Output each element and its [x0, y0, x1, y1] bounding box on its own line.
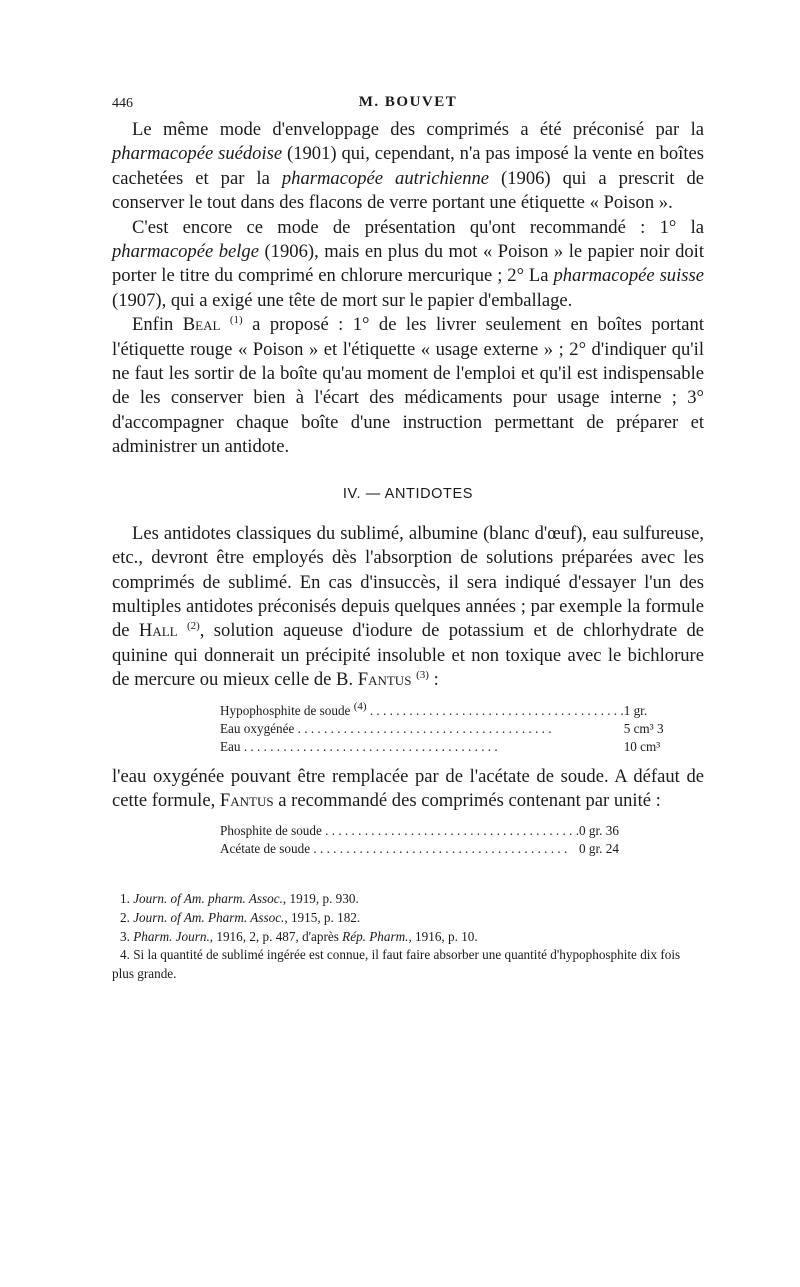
text: , 1916, p. 10.: [408, 928, 478, 944]
author-name: Fantus: [357, 669, 412, 691]
author-name: Hall: [138, 620, 178, 642]
formula-row: [220, 822, 619, 840]
footnote-4: [112, 946, 704, 983]
formula-row: [220, 720, 664, 738]
formula-table-2: [220, 822, 619, 858]
author-name: Fantus: [219, 789, 274, 811]
footnote-number: 1.: [120, 891, 134, 907]
italic-text: pharmacopée suédoise: [112, 143, 283, 165]
paragraph-5: [112, 765, 704, 814]
text: , 1919, p. 930.: [282, 891, 359, 907]
leader-dots: [310, 841, 567, 856]
author-name: Beal: [182, 314, 221, 336]
text: :: [428, 669, 439, 691]
text: (1907), qui a exigé une tête de mort sur le papier d'emballage.: [112, 289, 573, 311]
footnote-number: 2.: [120, 909, 134, 925]
page-header: [112, 92, 704, 118]
text: Le même mode d'enveloppage des comprimés a été préconisé par la: [132, 119, 704, 140]
italic-text: pharmacopée belge: [112, 241, 259, 263]
ingredient-name: Hypophosphite de soude: [220, 702, 351, 718]
ingredient-quantity: 5 cm³ 3: [623, 720, 664, 736]
text: a proposé : 1° de les livrer seulement en boîtes portant l'étiquette rouge « Poison » et l'étiquette « usage externe » ; 2° d'indiquer qu'il ne faut les sortir de la boîte qu'au moment de l'emploi et qu'il est indispensable de les conserver bien à l'écart des médicaments pour usage interne ; 3° d'accompagner chaque boîte d'une instruction permettant de préparer et administrer un antidote.: [112, 314, 704, 458]
paragraph-2: [112, 216, 704, 314]
footnote-2: [112, 909, 704, 928]
ingredient-quantity: 10 cm³: [623, 738, 661, 754]
formula-row: [220, 702, 664, 720]
text: C'est encore ce mode de présentation qu'ont recommandé : 1° la: [132, 216, 704, 238]
leader-dots: [294, 721, 551, 736]
section-heading: IV. — ANTIDOTES: [342, 485, 474, 502]
paragraph-1: [112, 118, 704, 216]
footnote-1: [112, 890, 704, 909]
formula-row: [220, 840, 619, 858]
footnote-ref: (3): [416, 668, 429, 681]
paragraph-4: [112, 522, 704, 693]
text: (1906) qui a prescrit de conserver le tout dans des flacons de verre portant une étiquette « Poison ».: [112, 167, 704, 214]
italic-text: pharmacopée autrichienne: [281, 167, 490, 189]
journal-title: Rép. Pharm.: [342, 928, 409, 944]
footnote-ref: (1): [229, 314, 243, 327]
ingredient-name: Phosphite de soude: [220, 823, 322, 839]
ingredient-name: Eau oxygénée: [220, 720, 295, 736]
footnote-number: 4.: [120, 947, 134, 963]
text: (1901) qui, cependant, n'a pas imposé la vente en boîtes cachetées et par la: [112, 143, 704, 189]
paragraph-3: [112, 313, 704, 459]
text: Enfin: [132, 314, 183, 336]
footnote-ref: (2): [186, 620, 200, 633]
text: a recommandé des comprimés contenant par unité :: [273, 789, 661, 811]
footnote-ref: (4): [353, 701, 367, 713]
ingredient-quantity: 0 gr. 24: [579, 841, 619, 857]
text: , 1915, p. 182.: [284, 909, 361, 925]
journal-title: Journ. of Am. pharm. Assoc.: [133, 891, 283, 907]
leader-dots: [241, 739, 498, 754]
journal-title: Journ. of Am. Pharm. Assoc.: [133, 909, 285, 925]
text: , solution aqueuse d'iodure de potassium et de chlorhydrate de quinine qui donnerait un précipité insoluble et non toxique avec le bichlorure de mercure ou mieux celle de B.: [112, 620, 704, 691]
text: Les antidotes classiques du sublimé, albumine (blanc d'œuf), eau sulfureuse, etc., devront être employés dès l'absorption de solutions préparées avec les comprimés de sublimé. En cas d'insuccès, il sera indiqué d'essayer l'un des multiples antidotes préconisés depuis quelques années ; par exemple la formule de: [112, 522, 704, 642]
leader-dots: [367, 703, 624, 718]
ingredient-name: Acétate de soude: [220, 841, 311, 857]
text: (1906), mais en plus du mot « Poison » le papier noir doit porter le titre du comprimé en chlorure mercurique ; 2° La: [112, 241, 704, 287]
text: , 1916, 2, p. 487, d'après: [209, 928, 343, 944]
journal-title: Pharm. Journ.: [133, 928, 210, 944]
text: l'eau oxygénée pouvant être remplacée par de l'acétate de soude. A défaut de cette formule,: [112, 765, 704, 811]
page: [112, 92, 704, 983]
footnote-number: 3.: [120, 928, 134, 944]
text: Si la quantité de sublimé ingérée est connue, il faut faire absorber une quantité d'hypophosphite dix fois plus grande.: [112, 947, 681, 981]
leader-dots: [322, 823, 579, 838]
formula-table-1: [220, 702, 664, 756]
footnotes: [112, 890, 704, 983]
ingredient-name: Eau: [220, 738, 241, 754]
formula-row: [220, 738, 664, 756]
italic-text: pharmacopée suisse: [553, 265, 704, 287]
ingredient-quantity: 0 gr. 36: [579, 823, 619, 839]
page-number: 446: [112, 96, 133, 111]
footnote-3: [112, 928, 704, 947]
ingredient-quantity: 1 gr.: [623, 702, 648, 718]
running-title: M. BOUVET: [358, 94, 458, 110]
